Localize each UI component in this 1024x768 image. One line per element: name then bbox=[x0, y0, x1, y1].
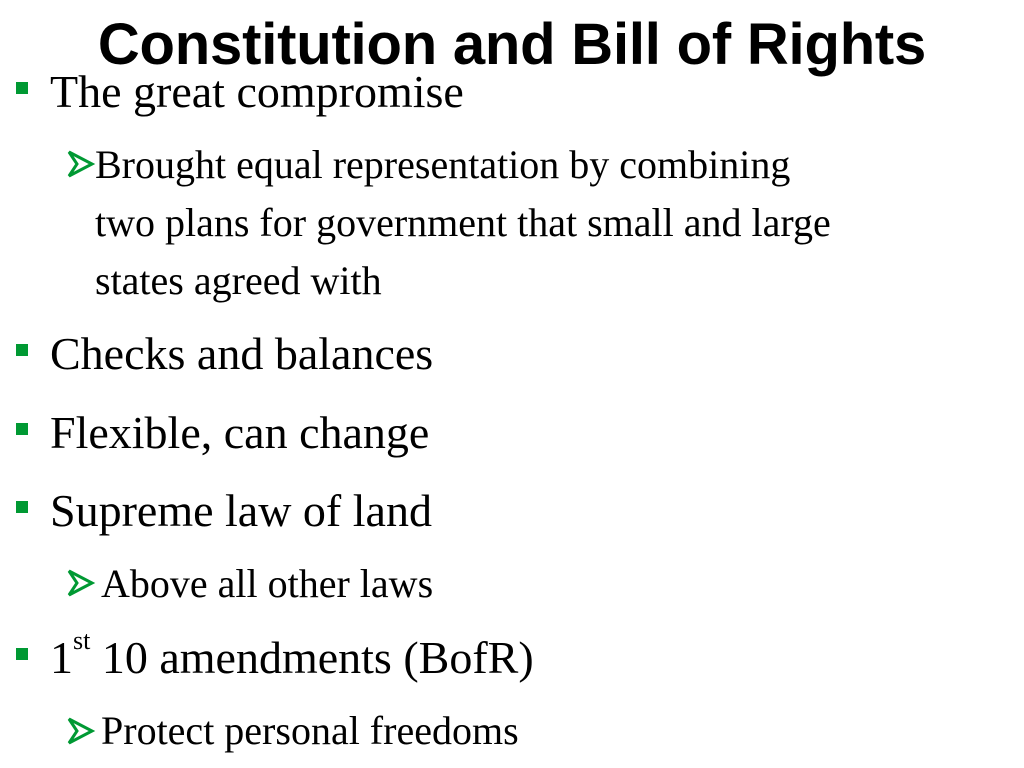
bullet-square-icon bbox=[16, 344, 28, 356]
bullet-square-icon bbox=[16, 82, 28, 94]
bullet-square-icon bbox=[16, 423, 28, 435]
bullet-square-icon bbox=[16, 648, 28, 660]
sub-item-line: Brought equal representation by combining bbox=[95, 142, 791, 187]
amendments-ordinal-sup: st bbox=[73, 626, 91, 655]
sub-item-line: two plans for government that small and large bbox=[95, 200, 831, 245]
arrow-bullet-icon bbox=[66, 148, 96, 180]
arrow-bullet-icon bbox=[66, 567, 96, 599]
bullet-item-flexible: Flexible, can change bbox=[50, 407, 430, 458]
sub-item-line: states agreed with bbox=[95, 258, 382, 303]
sub-item-line: Protect personal freedoms bbox=[101, 708, 519, 753]
sub-item-equal-representation bbox=[95, 136, 831, 310]
amendments-suffix: 10 amendments (BofR) bbox=[90, 632, 534, 683]
arrow-bullet-icon bbox=[66, 715, 96, 747]
bullet-item-checks-balances: Checks and balances bbox=[50, 328, 434, 379]
bullet-item-amendments bbox=[50, 626, 534, 684]
amendments-prefix: 1 bbox=[50, 632, 73, 683]
sub-item-above-all-laws bbox=[101, 555, 433, 613]
bullet-item-supreme-law: Supreme law of land bbox=[50, 485, 432, 536]
bullet-square-icon bbox=[16, 501, 28, 513]
sub-item-line: Above all other laws bbox=[101, 561, 434, 606]
bullet-item-great-compromise: The great compromise bbox=[50, 66, 464, 117]
slide-title: Constitution and Bill of Rights bbox=[97, 12, 927, 77]
sub-item-personal-freedoms bbox=[101, 702, 519, 760]
